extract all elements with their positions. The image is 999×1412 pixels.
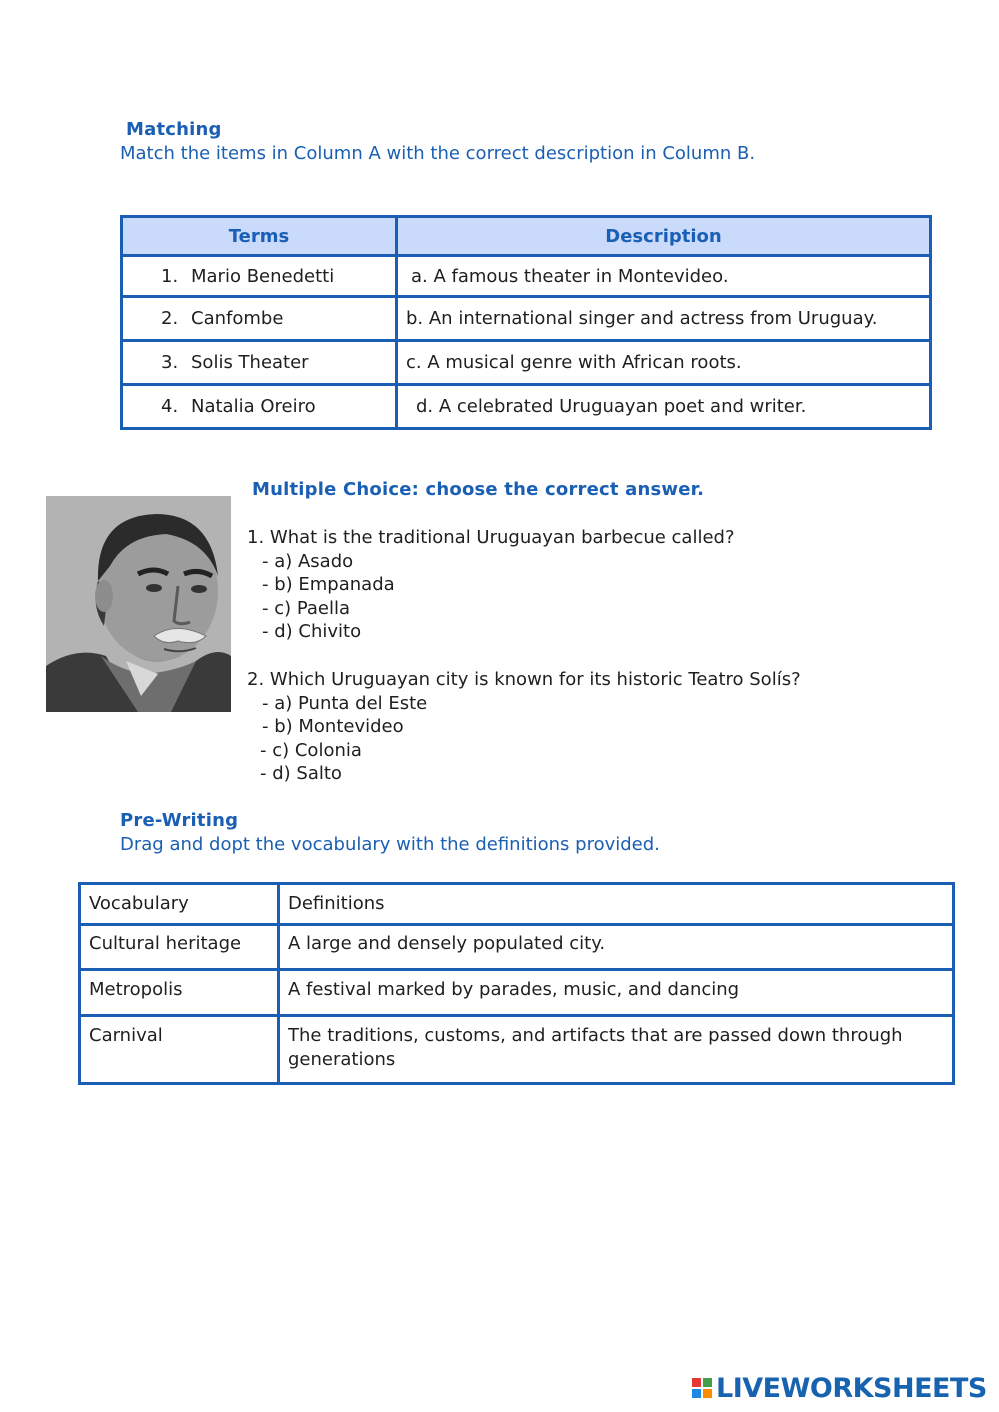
matching-header-row bbox=[122, 217, 931, 256]
description-cell[interactable]: a. A famous theater in Montevideo. bbox=[397, 256, 931, 297]
answer-option[interactable]: - a) Asado bbox=[262, 550, 354, 572]
portrait-photo bbox=[46, 496, 231, 712]
vocabulary-table bbox=[78, 882, 955, 1085]
answer-option[interactable]: - d) Chivito bbox=[262, 621, 362, 643]
term-number: 3. bbox=[161, 352, 179, 373]
answer-option[interactable]: - c) Paella bbox=[262, 597, 351, 619]
table-row bbox=[80, 970, 954, 1016]
vocabulary-term[interactable]: Carnival bbox=[80, 1016, 279, 1084]
term-number: 4. bbox=[161, 396, 179, 417]
term-label: Mario Benedetti bbox=[191, 265, 335, 287]
term-cell[interactable] bbox=[122, 297, 397, 341]
matching-instruction: Match the items in Column A with the correct description in Column B. bbox=[120, 143, 756, 164]
question-2 bbox=[247, 668, 801, 786]
logo-text: LIVEWORKSHEETS bbox=[716, 1372, 987, 1404]
question-text: 2. Which Uruguayan city is known for its historic Teatro Solís? bbox=[247, 669, 801, 690]
description-cell[interactable]: c. A musical genre with African roots. bbox=[397, 341, 931, 385]
question-text: 1. What is the traditional Uruguayan barbecue called? bbox=[247, 527, 735, 548]
pre-writing-instruction: Drag and dopt the vocabulary with the definitions provided. bbox=[120, 834, 660, 855]
description-cell[interactable]: d. A celebrated Uruguayan poet and writer. bbox=[397, 385, 931, 429]
table-row bbox=[122, 256, 931, 297]
answer-option[interactable]: - c) Colonia bbox=[260, 739, 362, 761]
term-number: 1. bbox=[161, 265, 179, 287]
answer-option[interactable]: - d) Salto bbox=[260, 763, 342, 785]
table-row bbox=[80, 1016, 954, 1084]
table-row bbox=[122, 297, 931, 341]
multiple-choice-title: Multiple Choice: choose the correct answer. bbox=[252, 479, 705, 500]
portrait-image bbox=[46, 496, 231, 712]
table-row bbox=[122, 385, 931, 429]
term-number: 2. bbox=[161, 308, 179, 329]
table-row bbox=[122, 341, 931, 385]
definition-cell[interactable]: A festival marked by parades, music, and dancing bbox=[279, 970, 954, 1016]
vocabulary-term[interactable]: Cultural heritage bbox=[80, 925, 279, 970]
term-label: Natalia Oreiro bbox=[191, 396, 316, 417]
answer-option[interactable]: - b) Montevideo bbox=[262, 716, 404, 738]
term-cell[interactable] bbox=[122, 385, 397, 429]
matching-title: Matching bbox=[126, 119, 222, 140]
definition-cell[interactable]: The traditions, customs, and artifacts that are passed down through generations bbox=[279, 1016, 954, 1084]
logo-mark-icon bbox=[692, 1378, 712, 1398]
vocabulary-term[interactable]: Metropolis bbox=[80, 970, 279, 1016]
answer-option[interactable]: - b) Empanada bbox=[262, 574, 395, 596]
term-cell[interactable] bbox=[122, 341, 397, 385]
vocabulary-header: Vocabulary bbox=[80, 884, 279, 925]
terms-header: Terms bbox=[122, 217, 397, 256]
vocabulary-header-row bbox=[80, 884, 954, 925]
description-header: Description bbox=[397, 217, 931, 256]
answer-option[interactable]: - a) Punta del Este bbox=[262, 692, 428, 714]
term-cell[interactable] bbox=[122, 256, 397, 297]
term-label: Solis Theater bbox=[191, 352, 309, 373]
pre-writing-title: Pre-Writing bbox=[120, 810, 239, 831]
question-1 bbox=[247, 526, 735, 644]
description-cell[interactable]: b. An international singer and actress from Uruguay. bbox=[397, 297, 931, 341]
definitions-header: Definitions bbox=[279, 884, 954, 925]
term-label: Canfombe bbox=[191, 308, 284, 329]
table-row bbox=[80, 925, 954, 970]
definition-cell[interactable]: A large and densely populated city. bbox=[279, 925, 954, 970]
matching-table bbox=[120, 215, 932, 430]
liveworksheets-logo bbox=[692, 1372, 987, 1404]
